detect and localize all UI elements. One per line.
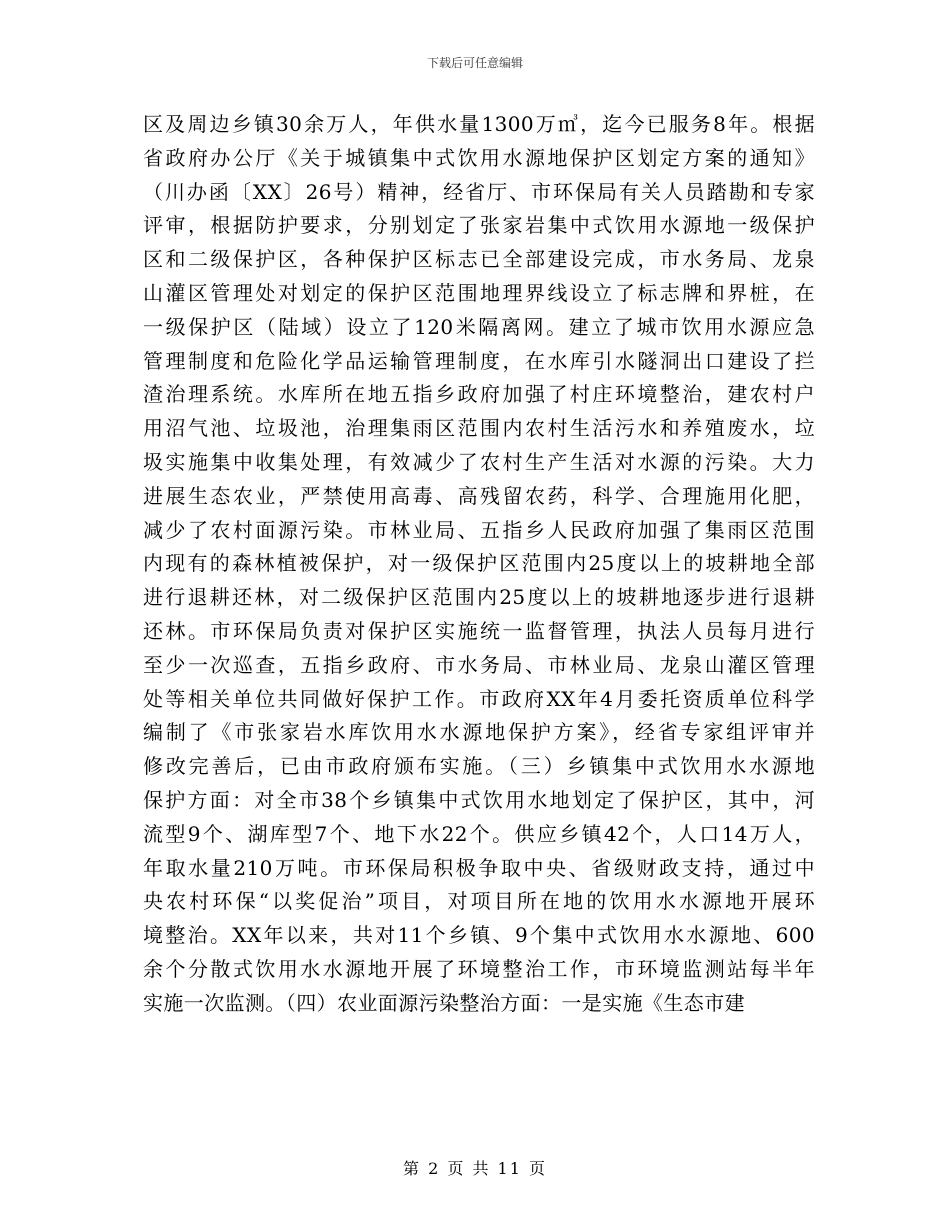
- text-line: 处等相关单位共同做好保护工作。市政府XX年4月委托资质单位科学: [143, 686, 815, 711]
- text-line: 一级保护区（陆域）设立了120米隔离网。建立了城市饮用水源应急: [143, 314, 815, 339]
- text-line: 进行退耕还林，对二级保护区范围内25度以上的坡耕地逐步进行退耕: [143, 585, 815, 610]
- page-number: 第 2 页 共 11 页: [403, 1159, 547, 1178]
- text-line: 渣治理系统。水库所在地五指乡政府加强了村庄环境整治，建农村户: [143, 382, 815, 407]
- text-line: 实施一次监测。（四）农业面源污染整治方面：一是实施《生态市建: [143, 990, 745, 1015]
- text-line: 编制了《市张家岩水库饮用水水源地保护方案》，经省专家组评审并: [143, 720, 815, 745]
- text-line: 用沼气池、垃圾池，治理集雨区范围内农村生活污水和养殖废水，垃: [143, 416, 815, 441]
- text-line: 央农村环保“以奖促治”项目，对项目所在地的饮用水水源地开展环: [143, 889, 815, 914]
- text-line: 内现有的森林植被保护，对一级保护区范围内25度以上的坡耕地全部: [143, 551, 815, 576]
- document-body: [143, 108, 815, 1021]
- text-line: 管理制度和危险化学品运输管理制度，在水库引水隧洞出口建设了拦: [143, 348, 815, 373]
- text-line: 修改完善后，已由市政府颁布实施。（三）乡镇集中式饮用水水源地: [143, 754, 815, 779]
- text-line: 流型9个、湖库型7个、地下水22个。供应乡镇42个，人口14万人，: [143, 821, 815, 846]
- text-line: 山灌区管理处对划定的保护区范围地理界线设立了标志牌和界桩，在: [143, 280, 815, 305]
- text-line: 年取水量210万吨。市环保局积极争取中央、省级财政支持，通过中: [143, 855, 815, 880]
- text-line: 区和二级保护区，各种保护区标志已全部建设完成，市水务局、龙泉: [143, 247, 815, 272]
- text-line: （川办函〔XX〕26号）精神，经省厅、市环保局有关人员踏勘和专家: [143, 179, 815, 204]
- text-line: 余个分散式饮用水水源地开展了环境整治工作，市环境监测站每半年: [143, 956, 815, 981]
- text-line: 保护方面：对全市38个乡镇集中式饮用水地划定了保护区，其中，河: [143, 787, 815, 812]
- text-line: 还林。市环保局负责对保护区实施统一监督管理，执法人员每月进行: [143, 618, 815, 643]
- text-line: 评审，根据防护要求，分别划定了张家岩集中式饮用水源地一级保护: [143, 213, 815, 238]
- text-line: 省政府办公厅《关于城镇集中式饮用水源地保护区划定方案的通知》: [143, 145, 815, 170]
- page-header-note: 下载后可任意编辑: [426, 56, 523, 70]
- text-line: 境整治。XX年以来，共对11个乡镇、9个集中式饮用水水源地、600: [143, 923, 815, 948]
- text-line: 区及周边乡镇30余万人，年供水量1300万㎥，迄今已服务8年。根据: [143, 112, 815, 136]
- text-line: 圾实施集中收集处理，有效减少了农村生产生活对水源的污染。大力: [143, 449, 815, 474]
- text-line: 进展生态农业，严禁使用高毒、高残留农药，科学、合理施用化肥，: [143, 483, 815, 508]
- text-line: 至少一次巡查，五指乡政府、市水务局、市林业局、龙泉山灌区管理: [143, 652, 815, 677]
- text-line: 减少了农村面源污染。市林业局、五指乡人民政府加强了集雨区范围: [143, 517, 815, 542]
